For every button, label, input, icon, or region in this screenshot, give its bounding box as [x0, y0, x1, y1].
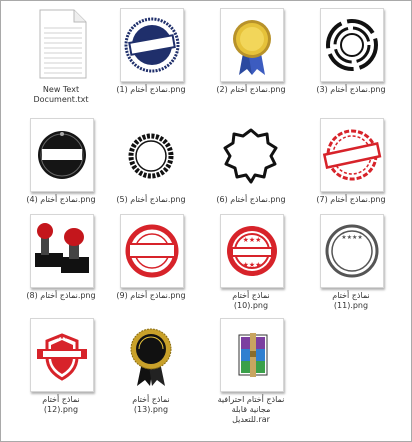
file-item-stamp-8[interactable] [15, 214, 107, 324]
rubber-stamp-tool-thumbnail [30, 214, 94, 288]
grey-stars-stamp-thumbnail [320, 214, 384, 288]
file-name: نماذج أختام (8).png [26, 291, 96, 300]
file-name: New Text Document.txt [33, 85, 89, 104]
file-item-stamp-6[interactable] [205, 118, 297, 228]
file-item-stamp-9[interactable] [105, 214, 197, 324]
svg-text:★★★: ★★★ [242, 261, 262, 269]
red-stars-stamp-thumbnail [220, 214, 284, 288]
file-name: نماذج أختام (12).png [42, 395, 80, 414]
file-name: نماذج أختام (4).png [26, 195, 96, 204]
file-name: نماذج أختام (13).png [132, 395, 170, 414]
svg-text:★★★★: ★★★★ [341, 234, 363, 241]
file-name: نماذج أختام (6).png [216, 195, 286, 204]
file-item-stamp-3[interactable] [305, 8, 397, 118]
file-item-stamp-12[interactable] [15, 318, 107, 428]
red-grunge-stamp-thumbnail [320, 118, 384, 192]
text-file-icon [30, 8, 92, 80]
file-name: نماذج أختام (11).png [332, 291, 370, 310]
winrar-archive-icon [220, 318, 284, 392]
black-gold-medal-thumbnail [120, 318, 182, 390]
file-item-stamp-13[interactable] [105, 318, 197, 428]
wavy-badge-thumbnail [220, 118, 282, 190]
file-item-stamp-5[interactable] [105, 118, 197, 228]
gold-medal-thumbnail [220, 8, 284, 82]
file-item-rar-archive[interactable] [205, 318, 297, 428]
file-item-stamp-2[interactable] [205, 8, 297, 118]
file-item-stamp-7[interactable] [305, 118, 397, 228]
stamp-blue-thumbnail [120, 8, 184, 82]
file-name: نماذج أختام (7).png [316, 195, 386, 204]
black-ring-stamp-thumbnail [320, 8, 384, 82]
file-name: نماذج أختام احترافية مجانية قابلة للتعديل.rar [217, 395, 285, 424]
file-name: نماذج أختام (1).png [116, 85, 186, 94]
file-item-stamp-11[interactable] [305, 214, 397, 324]
file-item-stamp-10[interactable] [205, 214, 297, 324]
scalloped-ring-thumbnail [120, 118, 182, 190]
file-name: نماذج أختام (5).png [116, 195, 186, 204]
file-name: نماذج أختام (3).png [316, 85, 386, 94]
red-ring-stamp-thumbnail [120, 214, 184, 288]
file-name: نماذج أختام (2).png [216, 85, 286, 94]
file-item-new-text-document[interactable] [15, 8, 107, 118]
svg-text:★★★: ★★★ [55, 335, 69, 341]
file-name: نماذج أختام (10).png [232, 291, 270, 310]
file-name: نماذج أختام (9).png [116, 291, 186, 300]
red-shield-thumbnail [30, 318, 94, 392]
file-item-stamp-1[interactable] [105, 8, 197, 118]
file-item-stamp-4[interactable] [15, 118, 107, 228]
svg-text:★★★: ★★★ [242, 236, 262, 244]
black-plate-stamp-thumbnail [30, 118, 94, 192]
